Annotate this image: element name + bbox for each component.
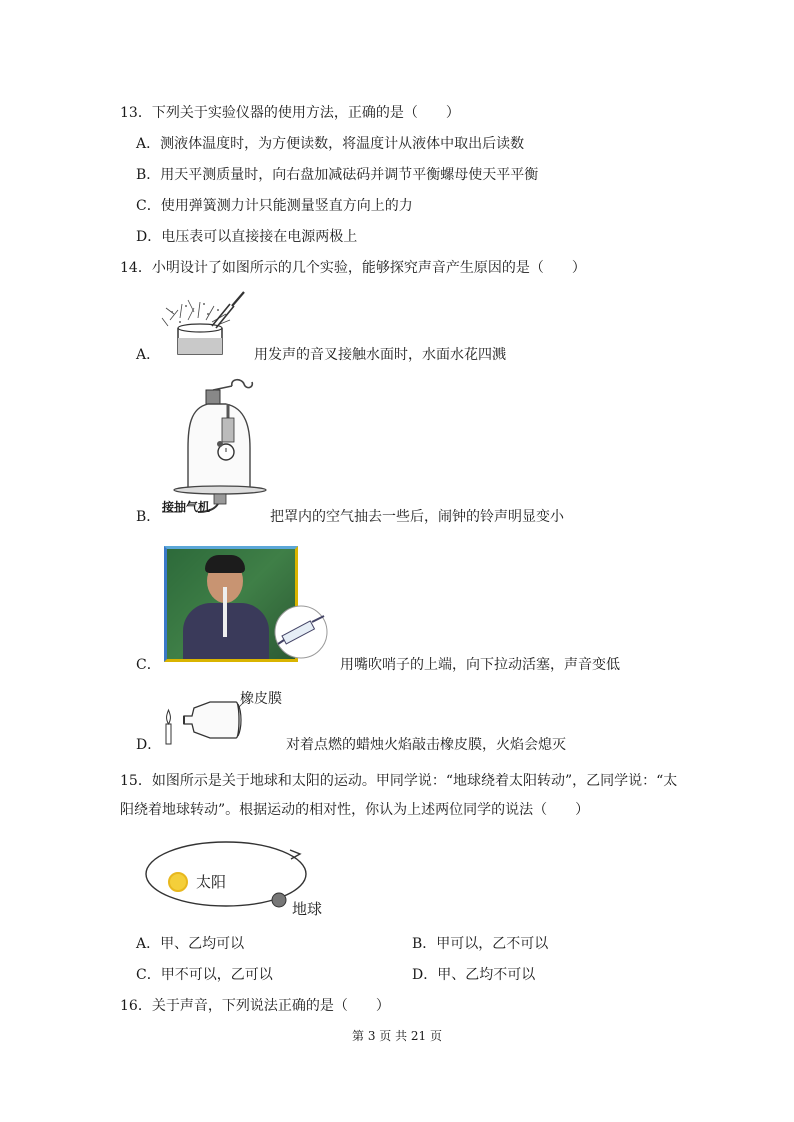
boy-hair (205, 555, 245, 573)
q14-option-b-text: 把罩内的空气抽去一些后，闹钟的铃声明显变小 (270, 509, 564, 525)
membrane-label: 橡皮膜 (240, 691, 282, 707)
q15-option-a: A．甲、乙均可以 (136, 936, 245, 952)
q14-option-d-letter: D． (136, 737, 162, 753)
q14-option-a-letter: A． (136, 347, 161, 363)
q14-option-b-letter: B． (136, 509, 161, 525)
q13-option-a: A．测液体温度时，为方便读数，将温度计从液体中取出后读数 (136, 136, 525, 152)
q13-option-d: D．电压表可以直接接在电源两极上 (136, 229, 358, 245)
q14-option-d-text: 对着点燃的蜡烛火焰敲击橡皮膜，火焰会熄灭 (286, 737, 566, 753)
q13-stem: 13．下列关于实验仪器的使用方法，正确的是（ ） (120, 105, 460, 121)
q15-option-c: C．甲不可以，乙可以 (136, 967, 273, 983)
q14-option-a-text: 用发声的音叉接触水面时，水面水花四溅 (254, 347, 506, 363)
q15-option-d: D．甲、乙均不可以 (412, 967, 536, 983)
sun-label: 太阳 (196, 873, 227, 891)
page-number-footer: 第 3 页 共 21 页 (352, 1029, 442, 1043)
earth-label: 地球 (292, 900, 323, 918)
q14-stem: 14．小明设计了如图所示的几个实验，能够探究声音产生原因的是（ ） (120, 260, 586, 276)
q13-option-b: B．用天平测质量时，向右盘加减砝码并调节平衡螺母使天平平衡 (136, 167, 539, 183)
tuning-fork-water-figure (160, 290, 250, 358)
q15-option-b: B．甲可以，乙不可以 (412, 936, 549, 952)
q14-option-c-letter: C． (136, 657, 161, 673)
q13-option-c: C．使用弹簧测力计只能测量竖直方向上的力 (136, 198, 413, 214)
q14-option-c-text: 用嘴吹哨子的上端，向下拉动活塞，声音变低 (340, 657, 620, 673)
syringe-whistle-inset (268, 604, 334, 660)
pump-label: 接抽气机 (162, 500, 211, 514)
whistle-stick (223, 587, 227, 637)
q16-stem: 16．关于声音，下列说法正确的是（ ） (120, 998, 390, 1014)
q15-stem-line1: 15．如图所示是关于地球和太阳的运动。甲同学说：“地球绕着太阳转动”，乙同学说：“太 (120, 773, 678, 789)
q15-stem-line2: 阳绕着地球转动”。根据运动的相对性，你认为上述两位同学的说法（ ） (120, 802, 590, 818)
